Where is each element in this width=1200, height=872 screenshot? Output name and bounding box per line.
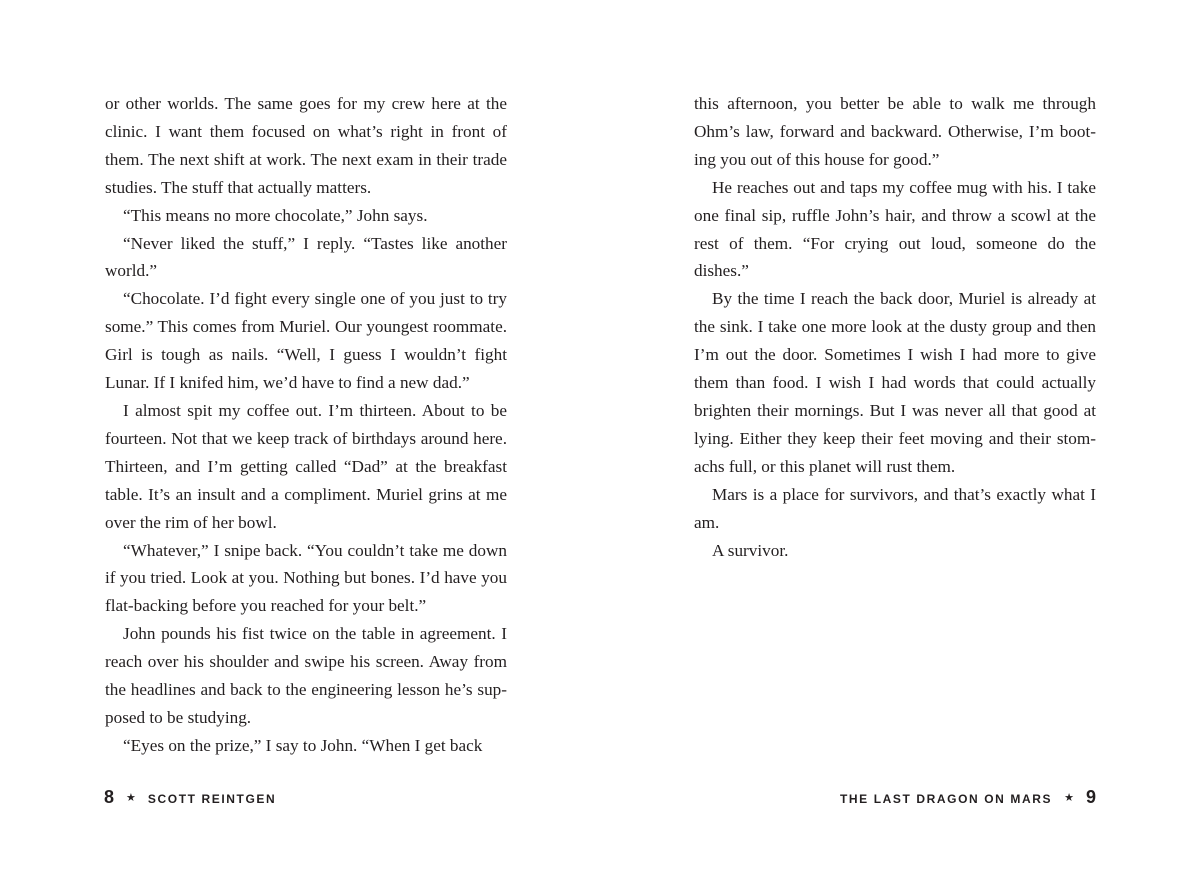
paragraph: John pounds his fist twice on the table in agreement. I reach over his shoulder and swipe his screen. Away from the headlines and back to the engineering lesson he’s supposed to be studying.	[105, 624, 507, 727]
paragraph: “Eyes on the prize,” I say to John. “When I get back	[123, 735, 483, 755]
paragraph: “Chocolate. I’d fight every single one of you just to try some.” This comes from Muriel. Our youngest roommate. Girl is tough as nails. “Well, I guess I wouldn’t fight Lunar. If I knifed him, we’d have to find a new dad.”	[105, 289, 507, 393]
right-page-footer	[840, 787, 1096, 808]
paragraph: He reaches out and taps my coffee mug with his. I take one final sip, ruffle John’s hair, and throw a scowl at the rest of them. “For crying out loud, someone do the dishes.”	[694, 177, 1096, 281]
paragraph: “Never liked the stuff,” I reply. “Tastes like another world.”	[105, 233, 507, 281]
left-page-body	[105, 90, 507, 760]
star-icon: ★	[1064, 792, 1074, 804]
page-number: 9	[1085, 787, 1096, 807]
paragraph: A survivor.	[712, 540, 789, 560]
paragraph: Mars is a place for survivors, and that’s exactly what I am.	[694, 484, 1096, 532]
paragraph: I almost spit my coffee out. I’m thirteen. About to be fourteen. Not that we keep track of birthdays around here. Thirteen, and I’m getting called “Dad” at the breakfast table. It’s an insult and a compliment. Muriel grins at me over the rim of her bowl.	[105, 400, 507, 532]
right-page-body	[694, 90, 1096, 564]
left-page-footer	[104, 787, 276, 808]
paragraph: this afternoon, you better be able to walk me through Ohm’s law, forward and backward. Otherwise, I’m booting you out of this house for good.”	[694, 94, 1096, 169]
paragraph: By the time I reach the back door, Muriel is already at the sink. I take one more look at the dusty group and then I’m out the door. Sometimes I wish I had more to give them than food. I wish I had words that could actually brighten their mornings. But I was never all that good at lying. Either they keep their feet moving and their stomachs full, or this planet will rust them.	[694, 289, 1096, 476]
paragraph: “This means no more chocolate,” John says.	[123, 205, 428, 225]
paragraph: or other worlds. The same goes for my crew here at the clinic. I want them focused on what’s right in front of them. The next shift at work. The next exam in their trade studies. The stuff that actually matters.	[105, 94, 507, 197]
star-icon: ★	[126, 792, 136, 804]
running-head-title: THE LAST DRAGON ON MARS	[839, 792, 1053, 806]
paragraph: “Whatever,” I snipe back. “You couldn’t take me down if you tried. Look at you. Nothing but bones. I’d have you flat-backing before you reached for your belt.”	[105, 540, 507, 616]
page-number: 8	[104, 787, 115, 807]
running-head-author: SCOTT REINTGEN	[147, 792, 277, 806]
